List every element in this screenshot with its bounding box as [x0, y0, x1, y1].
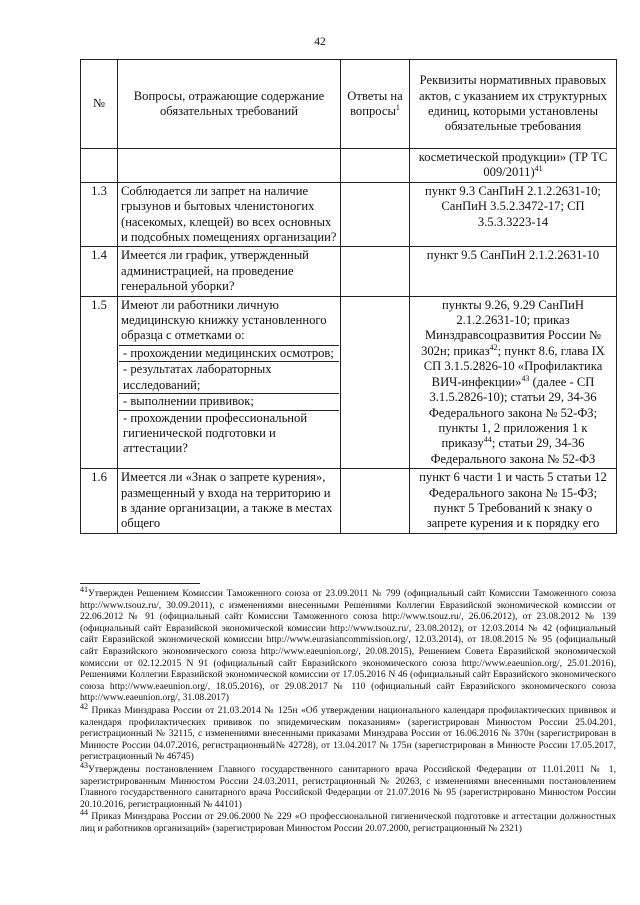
cell-question-1-6: Имеется ли «Знак о запрете курения», размещенный у входа на территорию и в здание организации, а также в местах общего	[118, 469, 341, 534]
cell-answer-1-4	[341, 247, 410, 296]
footnote-42: $^{42}$ Приказ Минздрава России от 21.03.2014 № 125н «Об утверждении национального календаря профилактических прививок и календаря профилактических прививок по эпидемическим показаниям» (зарегистрирован Минюстом России 25.04.201, регистрационный № 32115, с изменениями внесенными приказами Минздрава России от 16.06.2016 № 370н (зарегистрирован в Минюсте России 04.07.2016, регистрационный№ 42728), от 13.04.2017 № 175н (зарегистрирован в Минюсте России 17.05.2017, регистрационный № 46745)	[80, 701, 616, 763]
question-1-5-sub-3: - выполнении прививок;	[119, 393, 339, 409]
cell-num-1-5: 1.5	[81, 296, 118, 468]
footnote-43: $^{43}$Утверждены постановлением Главного государственного санитарного врача Российской Федерации от 11.01.2011 № 1, зарегистрированным Минюстом России 24.03.2011, регистрационный № 20263, с изменениями внесенными постановлением Главного государственного санитарного врача Российской Федерации от 21.07.2016 № 95 (зарегистрировано Минюстом России 20.10.2016, регистрационный № 44101)	[80, 760, 616, 810]
cell-ref-1-5: пункты 9.26, 9.29 СанПиН 2.1.2.2631-10; приказ Минздравсоцразвития России № 302н; приказ$^{42}$; пункт 8.6, глава IX СП 3.1.5.2826-10 «Профилактика ВИЧ-инфекции»$^{43}$ (далее - СП 3.1.5.2826-10); статьи 29, 34-36 Федерального закона № 52-ФЗ; пункты 1, 2 приложения 1 к приказу$^{44}$; статьи 29, 34-36 Федерального закона № 52-ФЗ	[410, 296, 617, 468]
cell-num-1-3: 1.3	[81, 182, 118, 247]
table-row-1-6	[81, 469, 617, 534]
cell-question-empty	[118, 149, 341, 183]
table-row-1-4	[81, 247, 617, 296]
page-number: 42	[314, 36, 326, 48]
cell-answer-1-5	[341, 296, 410, 468]
cell-num-1-4: 1.4	[81, 247, 118, 296]
cell-num-1-6: 1.6	[81, 469, 118, 534]
header-question: Вопросы, отражающие содержание обязательных требований	[118, 60, 341, 149]
cell-ref-1-4: пункт 9.5 СанПиН 2.1.2.2631-10	[410, 247, 617, 296]
header-answer: Ответы на вопросы$^1$	[341, 60, 410, 149]
footnote-41: $^{41}$Утвержден Решением Комиссии Таможенного союза от 23.09.2011 № 799 (официальный сайт Комиссии Таможенного союза http://www.tsouz.ru/, 30.09.2011), с изменениями внесенными Решениями Коллегии Евразийской экономической комиссии от 22.06.2012 № 91 (официальный сайт Комиссии Таможенного союза http://www.tsouz.ru/, 26.06.2012), от 23.08.2012 № 139 (официальный сайт Евразийской экономической комиссии http://www.tsouz.ru/, 23.08.2012), от 12.03.2014 № 42 (официальный сайт Евразийской экономической комиссии http://www.eurasiancommission.org/, 12.03.2014), от 18.08.2015 № 95 (официальный сайт Евразийского экономического союза http://www.eaeunion.org/, 20.08.2015), Решением Совета Евразийской экономической комиссии от 02.12.2015 N 91 (официальный сайт Евразийского экономического союза http://www.eaeunion.org/, 25.01.2016), Решениями Коллегии Евразийской экономической комиссии от 17.05.2016 N 46 (официальный сайт Евразийского экономического союза http://www.eaeunion.org/, 18.05.2016), от 29.08.2017 № 110 (официальный сайт Евразийского экономического союза http://www.eaeunion.org/, 31.08.2017)	[80, 584, 616, 704]
cell-question-1-3: Соблюдается ли запрет на наличие грызунов и бытовых членистоногих (насекомых, клещей) во всех основных и подсобных помещениях организации?	[118, 182, 341, 247]
cell-question-1-5	[118, 296, 341, 468]
question-1-5-sub-2: - результатах лабораторных исследований;	[119, 361, 339, 393]
header-number: №	[81, 60, 118, 149]
header-requisites: Реквизиты нормативных правовых актов, с указанием их структурных единиц, которыми установлены обязательные требования	[410, 60, 617, 149]
cell-ref-1-6: пункт 6 части 1 и часть 5 статьи 12 Федерального закона № 15-ФЗ; пункт 5 Требований к знаку о запрете курения и к порядку его	[410, 469, 617, 534]
question-1-5-intro: Имеют ли работники личную медицинскую книжку установленного образца с отметками о:	[121, 297, 327, 343]
cell-ref-1-3: пункт 9.3 СанПиН 2.1.2.2631-10; СанПиН 3.5.2.3472-17; СП 3.5.3.3223-14	[410, 182, 617, 247]
cell-answer-1-3	[341, 182, 410, 247]
table-row-continued	[81, 149, 617, 183]
cell-answer-1-6	[341, 469, 410, 534]
cell-answer-empty	[341, 149, 410, 183]
question-1-5-sub-1: - прохождении медицинских осмотров;	[119, 345, 339, 361]
cell-num-empty	[81, 149, 118, 183]
footnote-separator	[80, 583, 200, 584]
cell-question-1-4: Имеется ли график, утвержденный администрацией, на проведение генеральной уборки?	[118, 247, 341, 296]
table-row-1-5	[81, 296, 617, 468]
table-row-1-3	[81, 182, 617, 247]
footnotes	[80, 584, 616, 835]
table-header-row	[81, 60, 617, 149]
footnote-44: $^{44}$ Приказ Минздрава России от 29.06.2000 № 229 «О профессиональной гигиенической подготовке и аттестации должностных лиц и работников организаций» (зарегистрирован Минюстом России 20.07.2000, регистрационный № 2321)	[80, 808, 616, 834]
requirements-table	[80, 59, 617, 534]
question-1-5-sub-4: - прохождении профессиональной гигиенической подготовки и аттестации?	[119, 410, 339, 457]
cell-ref-continued: косметической продукции» (ТР ТС 009/2011)$^{41}$	[410, 149, 617, 183]
